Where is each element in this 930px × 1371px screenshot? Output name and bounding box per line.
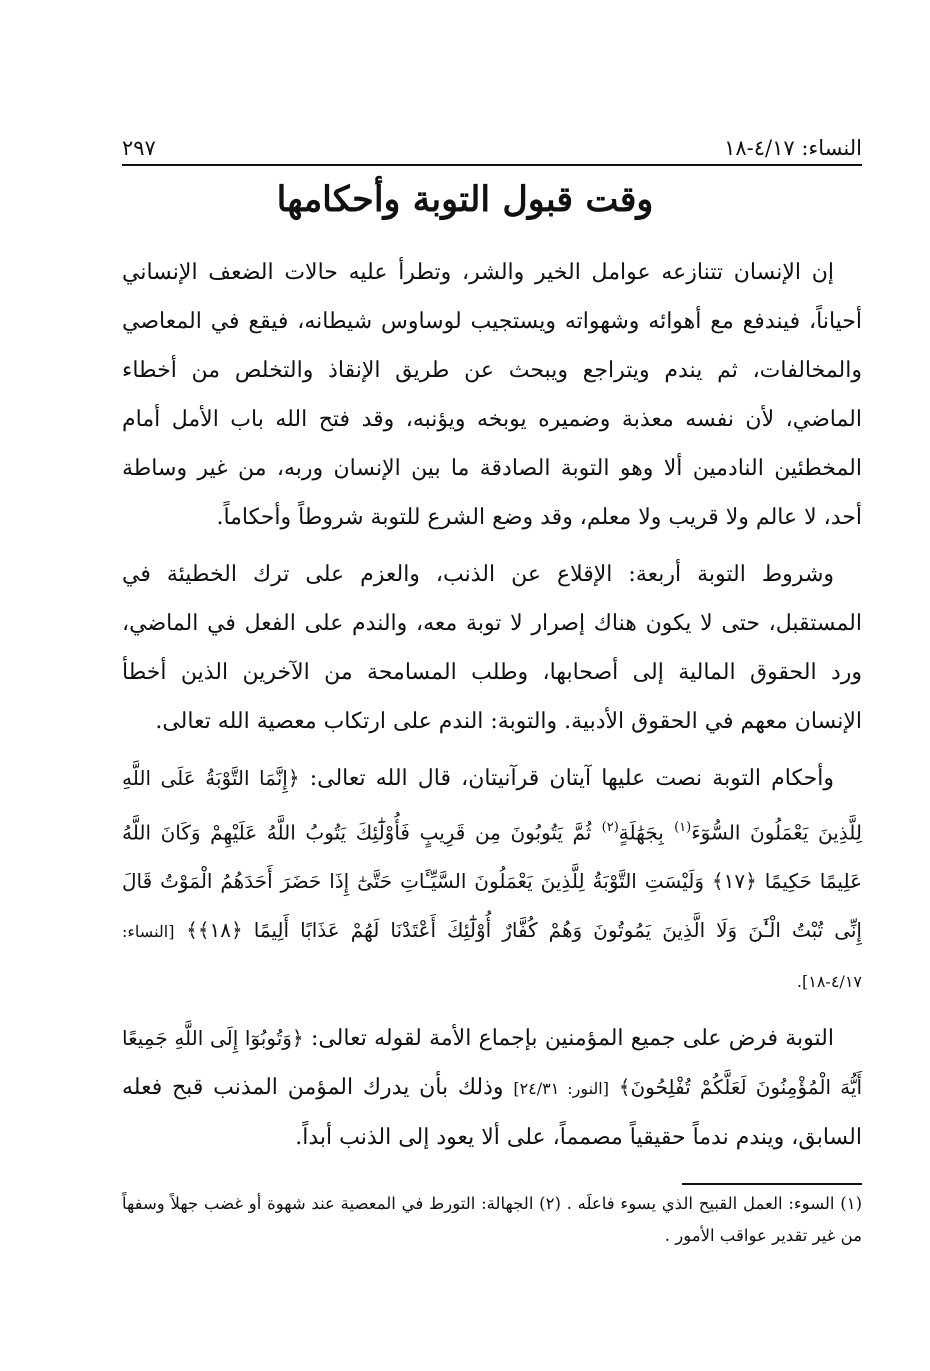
- quran-verse-part-a: ﴿إِنَّمَا التَّوْبَةُ عَلَى اللَّهِ لِلَّذِينَ يَعْمَلُونَ السُّوٓءَ: [122, 766, 863, 845]
- paragraph-rulings: [122, 754, 862, 1006]
- verse-reference: [النساء: ٤/١٧-١٨].: [122, 922, 862, 992]
- body-text: [122, 248, 862, 1170]
- obligation-intro: التوبة فرض على جميع المؤمنين بإجماع الأمة لقوله تعالى:: [310, 1026, 835, 1052]
- paragraph-introduction: إن الإنسان تتنازعه عوامل الخير والشر، وتطرأ عليه حالات الضعف الإنساني أحياناً، فيندفع مع أهوائه وشهواته ويستجيب لوساوس شيطانه، فيقع في المعاصي والمخالفات، ثم يندم ويتراجع ويبحث عن طريق الإنقاذ والتخلص من أخطاء الماضي، لأن نفسه معذبة وضميره يوبخه ويؤنبه، وقد فتح الله باب الأمل أمام المخطئين النادمين ألا وهو التوبة الصادقة ما بين الإنسان وربه، من غير وساطة أحد، لا عالم ولا قريب ولا معلم، وقد وضع الشرع للتوبة شروطاً وأحكاماً.: [122, 260, 862, 530]
- footnote-marker-1: (١): [674, 820, 692, 835]
- paragraph-conditions: وشروط التوبة أربعة: الإقلاع عن الذنب، والعزم على ترك الخطيئة في المستقبل، حتى لا يكون هناك إصرار لا توبة معه، والندم على الفعل في الماضي، ورد الحقوق المالية إلى أصحابها، وطلب المسامحة من الآخرين الذين أخطأ الإنسان معهم في الحقوق الأدبية. والتوبة: الندم على ارتكاب معصية الله تعالى.: [122, 562, 862, 734]
- quran-verse-nur: ﴿وَتُوبُوٓا إِلَى اللَّهِ جَمِيعًا أَيُّهَ الْمُؤْمِنُونَ لَعَلَّكُمْ تُفْلِحُونَ﴾: [122, 1026, 862, 1100]
- running-title: النساء: ٤/١٧-١٨: [724, 136, 862, 160]
- verse-reference-nur: [النور: ٢٤/٣١]: [513, 1079, 609, 1099]
- footnote-rule: [682, 1183, 862, 1185]
- quran-verse-part-b: بِجَهَٰلَةٍ: [618, 820, 664, 845]
- running-header: [122, 124, 862, 160]
- rulings-intro: وأحكام التوبة نصت عليها آيتان قرآنيتان، قال الله تعالى:: [309, 766, 834, 791]
- page-number: ٢٩٧: [122, 136, 156, 160]
- chapter-title: وقت قبول التوبة وأحكامها: [276, 179, 654, 220]
- quran-verse-part-c: ثُمَّ يَتُوبُونَ مِن قَرِيبٍ فَأُوْلَٰٓئِكَ يَتُوبُ اللَّهُ عَلَيْهِمْ وَكَانَ اللَّهُ عَلِيمًا حَكِيمًا ﴿١٧﴾ وَلَيْسَتِ التَّوْبَةُ لِلَّذِينَ يَعْمَلُونَ السَّيِّـَٔاتِ حَتَّىٰٓ إِذَا حَضَرَ أَحَدَهُمُ الْمَوْتُ قَالَ إِنِّى تُبْتُ الْـَٰٔنَ وَلَا الَّذِينَ يَمُوتُونَ وَهُمْ كُفَّارٌ أُوْلَٰٓئِكَ أَعْتَدْنَا لَهُمْ عَذَابًا أَلِيمًا ﴿١٨﴾﴾: [122, 820, 862, 943]
- obligation-rest: وذلك بأن يدرك المؤمن المذنب قبح فعله السابق، ويندم ندماً حقيقياً مصمماً، على ألا يعود إلى الذنب أبداً.: [122, 1075, 862, 1151]
- footnotes: (١) السوء: العمل القبيح الذي يسوء فاعلَه . (٢) الجهالة: التورط في المعصية عند شهوة أو غضب جهلاً وسفهاً من غير تقدير عواقب الأمور .: [122, 1194, 863, 1245]
- header-rule: [122, 164, 862, 166]
- paragraph-obligation: [122, 1014, 862, 1162]
- footnote-marker-2: (٢): [601, 820, 619, 835]
